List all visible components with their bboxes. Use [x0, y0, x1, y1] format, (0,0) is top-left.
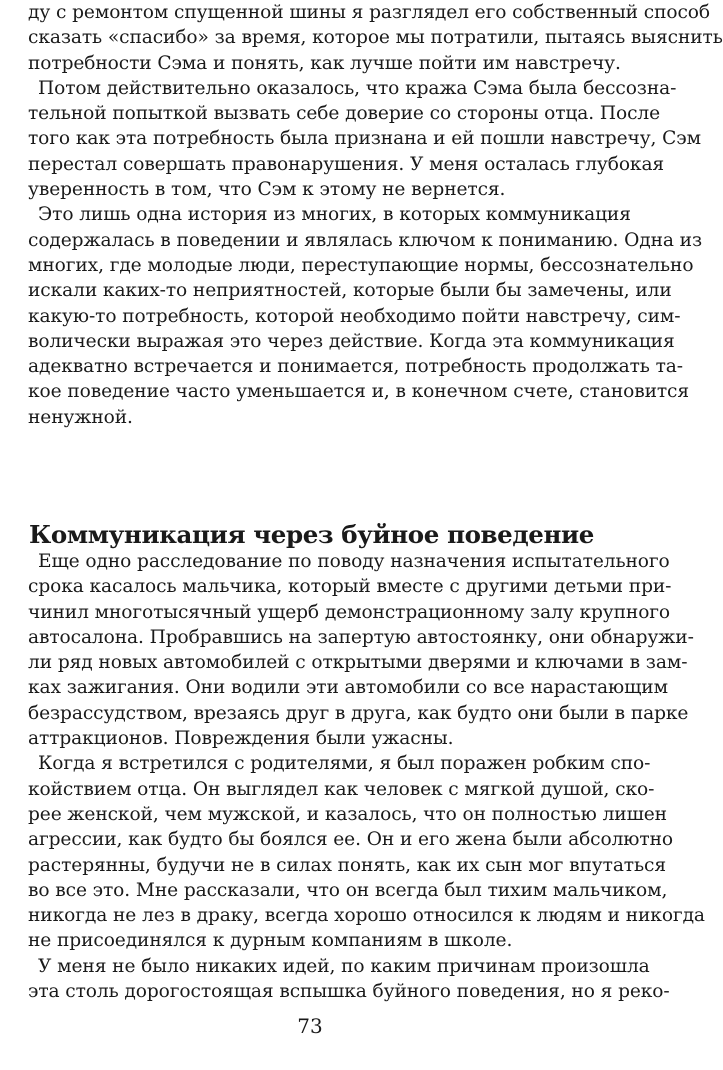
text-line: того как эта потребность была признана и ей пошли навстречу, Сэм	[28, 128, 701, 150]
text-line: какую-то потребность, которой необходимо пойти навстречу, сим-	[28, 305, 681, 327]
text-line: во все это. Мне рассказали, что он всегда был тихим мальчиком,	[28, 879, 668, 901]
text-line: потребности Сэма и понять, как лучше пойти им навстречу.	[28, 52, 621, 74]
text-line: многих, где молодые люди, переступающие нормы, бессознательно	[28, 254, 694, 276]
text-line: У меня не было никаких идей, по каким причинам произошла	[38, 955, 650, 977]
text-line: Еще одно расследование по поводу назначения испытательного	[38, 551, 670, 572]
text-line: эта столь дорогостоящая вспышка буйного поведения, но я реко-	[28, 981, 670, 1003]
text-line: уверенность в том, что Сэм к этому не вернется.	[28, 179, 506, 201]
text-line: ненужной.	[28, 406, 133, 428]
text-line: волически выражая это через действие. Когда эта коммуникация	[28, 330, 675, 352]
text-line: ках зажигания. Они водили эти автомобили со все нарастающим	[28, 677, 668, 699]
section-heading: Коммуникация через буйное поведение	[29, 520, 594, 550]
text-line: чинил многотысячный ущерб демонстрационному залу крупного	[28, 601, 671, 623]
text-line: растерянны, будучи не в силах понять, как их сын мог впутаться	[28, 854, 666, 876]
text-line: тельной попыткой вызвать себе доверие со стороны отца. После	[28, 103, 661, 125]
text-line: кое поведение часто уменьшается и, в конечном счете, становится	[28, 381, 690, 403]
text-line: Это лишь одна история из многих, в которых коммуникация	[38, 204, 631, 226]
text-line: аттракционов. Повреждения были ужасны.	[28, 728, 454, 750]
text-line: адекватно встречается и понимается, потребность продолжать та-	[28, 356, 683, 378]
text-line: агрессии, как будто бы боялся ее. Он и его жена были абсолютно	[28, 829, 673, 851]
text-line: содержалась в поведении и являлась ключом к пониманию. Одна из	[28, 229, 703, 251]
text-line: рее женской, чем мужской, и казалось, что он полностью лишен	[28, 803, 667, 825]
text-line: автосалона. Пробравшись на запертую автостоянку, они обнаружи-	[28, 626, 694, 648]
body-text-top	[28, 0, 723, 430]
text-line: безрассудством, врезаясь друг в друга, как будто они были в парке	[28, 702, 689, 724]
body-text-bottom	[28, 549, 705, 1004]
text-line: перестал совершать правонарушения. У меня осталась глубокая	[28, 153, 665, 175]
text-line: никогда не лез в драку, всегда хорошо относился к людям и никогда	[28, 905, 705, 927]
text-line: ду с ремонтом спущенной шины я разглядел его собственный способ	[28, 2, 710, 23]
text-line: ли ряд новых автомобилей с открытыми дверями и ключами в зам-	[28, 652, 688, 674]
text-line: сказать «спасибо» за время, которое мы потратили, пытаясь выяснить	[28, 27, 723, 49]
text-line: Когда я встретился с родителями, я был поражен робким спо-	[38, 753, 651, 775]
page-number: 73	[297, 1014, 323, 1038]
text-line: срока касалось мальчика, который вместе с другими детьми при-	[28, 576, 672, 598]
text-line: койствием отца. Он выглядел как человек с мягкой душой, ско-	[28, 778, 655, 800]
text-line: не присоединялся к дурным компаниям в школе.	[28, 930, 513, 952]
text-line: Потом действительно оказалось, что кража Сэма была бессозна-	[38, 77, 677, 99]
text-line: искали каких-то неприятностей, которые были бы замечены, или	[28, 280, 672, 302]
